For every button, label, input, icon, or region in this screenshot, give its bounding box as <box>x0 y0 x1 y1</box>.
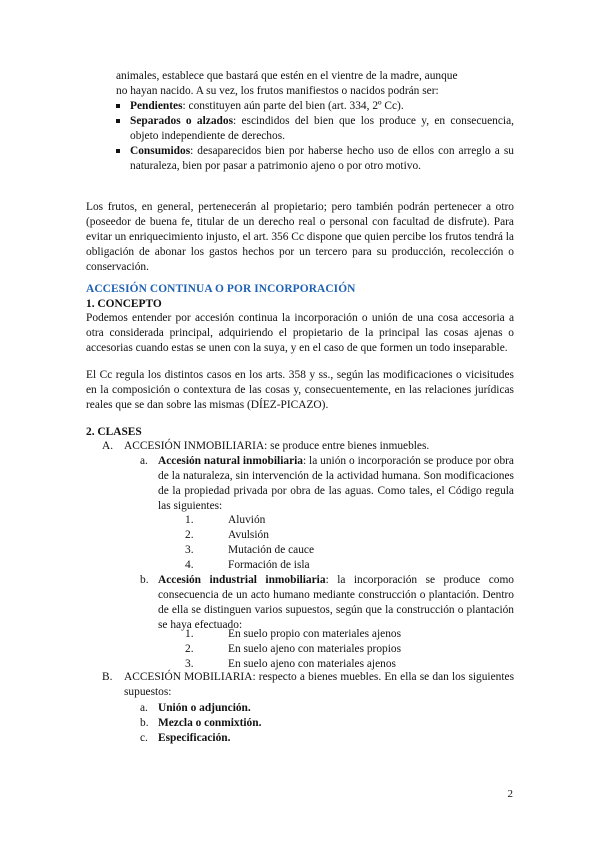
concepto-paragraph-2: El Cc regula los distintos casos en los arts. 358 y ss., según las modificaciones o vicisitudes en la composición o contextura de las cosas y, consecuentemente, en las relaciones jurídicas reales que se dan sobre las mismas (DÍEZ-PICAZO). <box>86 369 514 411</box>
intro-line-2: no hayan nacido. A su vez, los frutos manifiestos o nacidos podrán ser: <box>116 85 439 97</box>
bullet-icon <box>116 104 120 108</box>
clase-a-a-marker: a. <box>140 455 148 467</box>
bullet-term: Pendientes <box>130 100 183 112</box>
list-item: Aluvión <box>228 514 266 526</box>
bullet-text: : constituyen aún parte del bien (art. 334, 2º Cc). <box>182 100 404 112</box>
clase-a-b-marker: b. <box>140 574 149 586</box>
clase-a-text: ACCESIÓN INMOBILIARIA: se produce entre bienes inmuebles. <box>124 440 430 452</box>
list-item-number: 2. <box>185 643 194 655</box>
list-item-number: 1. <box>185 514 194 526</box>
list-item: En suelo ajeno con materiales ajenos <box>228 658 396 670</box>
bullet-term: Separados o alzados <box>130 115 233 127</box>
list-item-number: 4. <box>185 559 194 571</box>
list-item: Mezcla o conmixtión. <box>158 717 262 729</box>
list-item: Mutación de cauce <box>228 544 315 556</box>
list-item-number: 2. <box>185 529 194 541</box>
concepto-heading: 1. CONCEPTO <box>86 298 162 310</box>
bullet-term: Consumidos <box>130 145 191 157</box>
concepto-paragraph-1: Podemos entender por accesión continua la incorporación o unión de una cosa accesoria a otra considerada principal, adquiriendo el propietario de la principal las cosas ajenas o accesorias cuando estas se unen con la suya, y en el caso de que formen un todo inseparable. <box>86 312 514 354</box>
section-title: ACCESIÓN CONTINUA O POR INCORPORACIÓN <box>86 283 356 295</box>
list-item: Especificación. <box>158 732 231 744</box>
list-item <box>116 99 514 114</box>
clase-a-a-term: Accesión natural inmobiliaria <box>158 455 303 467</box>
clase-a-marker: A. <box>102 440 114 452</box>
bullet-text: : escindidos del bien que los produce y, en consecuencia, objeto independiente de derechos. <box>130 115 514 142</box>
fruit-types-list <box>116 99 514 174</box>
fruits-paragraph: Los frutos, en general, pertenecerán al propietario; pero también podrán pertenecer a otro (poseedor de buena fe, titular de un derecho real o personal con facultad de disfrute). Para evitar un enriquecimiento injusto, el art. 356 Cc dispone que quien percibe los frutos tendrá la obligación de abonar los gastos hechos por un tercero para su producción, recolección o conservación. <box>86 201 514 273</box>
bullet-icon <box>116 149 120 153</box>
clase-a-a-paragraph <box>158 454 514 514</box>
list-item <box>116 114 514 144</box>
list-item-number: a. <box>140 702 148 714</box>
clase-a-a-text: : la unión o incorporación se produce por obra de la naturaleza, sin intervención de la actividad humana. Son modificaciones de la propiedad privada por obra de las aguas. Como tales, el Código regula las siguientes: <box>158 455 514 512</box>
list-item-number: c. <box>140 732 148 744</box>
list-item <box>116 144 514 174</box>
clase-a-b-term: Accesión industrial inmobiliaria <box>158 574 326 586</box>
bullet-text: : desaparecidos bien por haberse hecho uso de ellos con arreglo a su naturaleza, bien por pasar a patrimonio ajeno o por otro motivo. <box>130 145 514 172</box>
clase-a-b-paragraph <box>158 573 514 633</box>
clase-b-text: ACCESIÓN MOBILIARIA: respecto a bienes muebles. En ella se dan los siguientes supuestos: <box>124 671 514 698</box>
list-item: En suelo ajeno con materiales propios <box>228 643 402 655</box>
intro-paragraph <box>116 69 514 99</box>
list-item-number: b. <box>140 717 149 729</box>
list-item: Avulsión <box>228 529 269 541</box>
clases-heading: 2. CLASES <box>86 426 142 438</box>
list-item-number: 3. <box>185 544 194 556</box>
list-item: Unión o adjunción. <box>158 702 251 714</box>
list-item-number: 1. <box>185 628 194 640</box>
clase-a-b-text: : la incorporación se produce como consecuencia de un acto humano mediante construcción o plantación. Dentro de ella se distinguen varios supuestos, según que la construcción o plantación se haya efectuado: <box>158 574 515 631</box>
list-item-number: 3. <box>185 658 194 670</box>
intro-line-1: animales, establece que bastará que estén en el vientre de la madre, aunque <box>116 70 458 82</box>
clase-b-marker: B. <box>102 671 113 683</box>
list-item: En suelo propio con materiales ajenos <box>228 628 402 640</box>
list-item: Formación de isla <box>228 559 310 571</box>
page-number: 2 <box>507 788 513 800</box>
bullet-icon <box>116 119 120 123</box>
